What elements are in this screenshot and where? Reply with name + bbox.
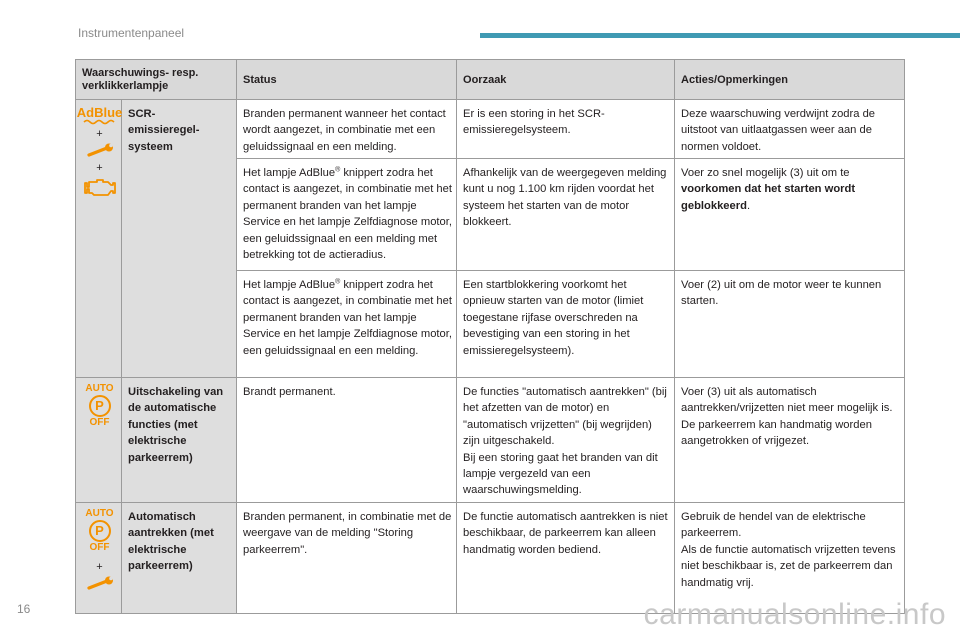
table-row (76, 100, 905, 159)
status-text: Het lampje AdBlue (243, 167, 336, 179)
scr-action-3: Voer (2) uit om de motor weer te kunnen starten. (675, 271, 905, 378)
action-text-bold: voorkomen dat het starten wordt geblokkeerd (681, 183, 856, 212)
scr-icons-cell (76, 100, 122, 378)
auto-off-icons-cell (76, 378, 122, 503)
header-status: Status (237, 60, 457, 100)
auto-fault-system-name: Automatisch aantrekken (met elektrische parkeerrem) (122, 503, 237, 614)
wrench-icon (85, 143, 115, 159)
page-number: 16 (17, 602, 31, 616)
plus-sign: + (96, 561, 103, 573)
warning-lamps-table (75, 59, 905, 614)
scr-cause-1: Er is een storing in het SCR-emissieregelsysteem. (457, 100, 675, 159)
header-accent-bar (480, 33, 960, 38)
scr-system-name (122, 100, 237, 378)
auto-fault-cause: De functie automatisch aantrekken is niet beschikbaar, de parkeerrem kan alleen handmatig worden bediend. (457, 503, 675, 614)
status-text: knippert zodra het contact is aangezet, in combinatie met het permanent branden van het lampje Service en het lampje Zelfdiagnose motor, een geluidssignaal en een melding met betrekking tot de actieradius. (243, 167, 452, 262)
cause-text: De functies "automatisch aantrekken" (bij het afzetten van de motor) en "automatisch vrijzetten" (bij wegrijden) zijn uitgeschakeld. (463, 386, 667, 448)
table-header-row (76, 60, 905, 100)
action-text: Gebruik de hendel van de elektrische parkeerrem. (681, 511, 866, 540)
status-text: knippert zodra het contact is aangezet, in combinatie met het permanent branden van het lampje Service en het lampje Zelfdiagnose motor, een geluidssignaal en een melding. (243, 279, 452, 357)
auto-off-action (675, 378, 905, 503)
plus-sign: + (96, 162, 103, 174)
auto-label: AUTO (85, 508, 114, 519)
scr-system-line: emissieregel- (128, 124, 200, 137)
auto-off-system-name: Uitschakeling van de automatische functies (met elektrische parkeerrem) (122, 378, 237, 503)
table-row (76, 503, 905, 614)
auto-p-off-icon (83, 384, 117, 428)
scr-cause-3: Een startblokkering voorkomt het opnieuw starten van de motor (limiet toegestane rijfase overschreden na bevestiging van een storing in het emissieregelsysteem). (457, 271, 675, 378)
parking-p-label: P (95, 523, 104, 538)
action-text: Voer (3) uit als automatisch aantrekken/vrijzetten niet meer mogelijk is. (681, 386, 893, 415)
plus-sign: + (96, 128, 103, 140)
auto-fault-status: Branden permanent, in combinatie met de weergave van de melding "Storing parkeerrem". (237, 503, 457, 614)
auto-fault-action (675, 503, 905, 614)
scr-status-3 (237, 271, 457, 378)
action-text: Voer zo snel mogelijk (3) uit om te (681, 167, 850, 179)
auto-label: AUTO (85, 383, 114, 394)
scr-status-1: Branden permanent wanneer het contact wordt aangezet, in combinatie met een geluidssignaal en een melding. (237, 100, 457, 159)
auto-off-cause (457, 378, 675, 503)
scr-action-2 (675, 159, 905, 271)
action-text: Als de functie automatisch vrijzetten tevens niet beschikbaar is, zet de parkeerrem dan handmatig vrij. (681, 543, 896, 589)
scr-status-2 (237, 159, 457, 271)
auto-fault-icons-cell (76, 503, 122, 614)
off-label: OFF (89, 542, 110, 553)
auto-off-status: Brandt permanent. (237, 378, 457, 503)
registered-mark: ® (335, 278, 341, 286)
scr-action-1: Deze waarschuwing verdwijnt zodra de uitstoot van uitlaatgassen weer aan de normen voldoet. (675, 100, 905, 159)
scr-cause-2: Afhankelijk van de weergegeven melding kunt u nog 1.100 km rijden voordat het systeem het starten van de motor blokkeert. (457, 159, 675, 271)
scr-system-line: systeem (128, 140, 173, 153)
wrench-icon (85, 576, 115, 592)
adblue-icon (77, 106, 123, 125)
page-header-title: Instrumentenpaneel (78, 26, 185, 40)
table-row (76, 378, 905, 503)
registered-mark: ® (335, 166, 341, 174)
parking-p-label: P (95, 398, 104, 413)
header-actions: Acties/Opmerkingen (675, 60, 905, 100)
watermark: carmanualsonline.info (643, 598, 946, 631)
header-cause: Oorzaak (457, 60, 675, 100)
scr-system-line: SCR- (128, 108, 156, 120)
header-lamp: Waarschuwings- resp. verklikkerlampje (76, 60, 237, 100)
off-label: OFF (89, 417, 110, 428)
status-text: Het lampje AdBlue (243, 279, 336, 291)
action-text: . (746, 199, 751, 212)
adblue-icon-text: AdBlue (76, 105, 123, 120)
action-text: De parkeerrem kan handmatig worden aangetrokken of vrijgezet. (681, 418, 872, 448)
engine-check-icon (83, 177, 117, 199)
auto-p-off-icon (83, 509, 117, 553)
cause-text: Bij een storing gaat het branden van dit lampje vergezeld van een waarschuwingsmelding. (463, 451, 658, 497)
